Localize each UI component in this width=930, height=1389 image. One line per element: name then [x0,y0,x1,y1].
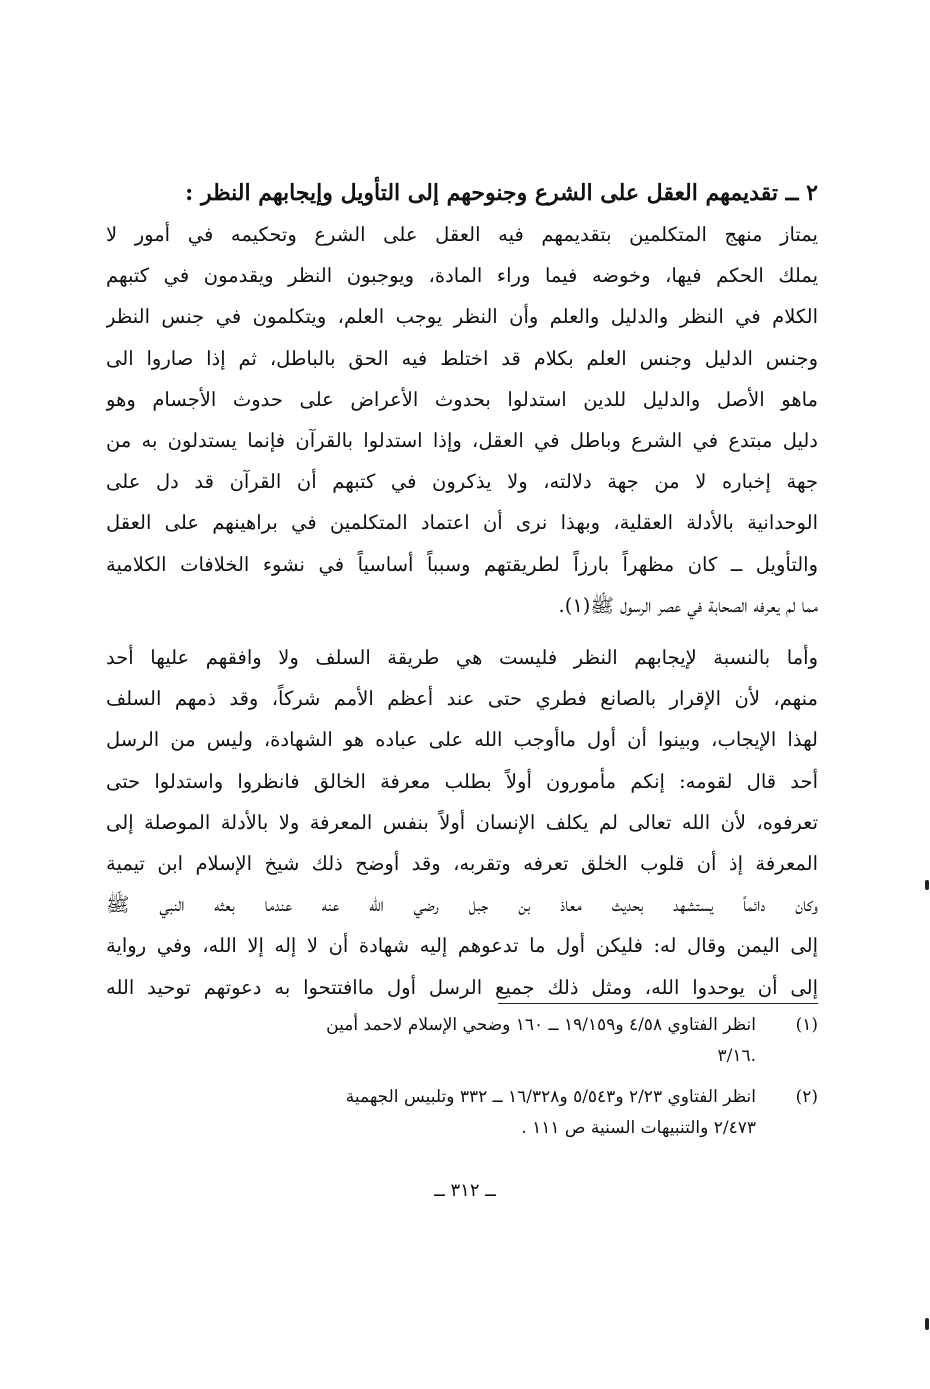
scan-speck [925,880,929,890]
paragraph-1 [106,214,818,626]
footnote-line: ٢/٤٧٣ والتنبيهات السنية ص ١١١ . [521,1118,756,1138]
text-line: يمتاز منهج المتكلمين بتقديمهم فيه العقل على الشرع وتحكيمه في أمور لا [106,223,818,246]
footnote-line: .٣/١٦ [717,1046,756,1066]
text-line: الكلام في النظر والدليل والعلم وأن النظر يوجب العلم، ويتكلمون في جنس النظر [106,305,818,329]
footnote-divider [498,1003,818,1004]
text-line: وأما بالنسبة لإيجابهم النظر فليست هي طريقة السلف ولا وافقهم عليها أحد [106,646,818,669]
text-line: جهة إخباره لا من جهة دلالته، ولا يذكرون في كتبهم أن القرآن قد دل على [106,470,818,494]
page-number: ــ ٣١٢ ــ [434,1180,496,1201]
footnote-number: (١) [795,1015,818,1035]
text-line: منهم، لأن الإقرار بالصانع فطري حتى عند أعظم الأمم شركاً، وقد ذمهم السلف [106,687,818,711]
text-line: لهذا الإيجاب، وبينوا أن أول ماأوجب الله على عباده هو الشهادة، وليس من الرسل [106,728,818,752]
text-line: تعرفوه، لأن الله تعالى لم يكلف الإنسان أولاً بنفس المعرفة ولا بالأدلة الموصلة إلى [106,810,818,834]
footnote-line: انظر الفتاوي ٤/٥٨ و١٩/١٥٩ ــ ١٦٠ وضحي الإسلام لاحمد أمين [326,1015,756,1035]
section-heading: ٢ ــ تقديمهم العقل على الشرع وجنوحهم إلى التأويل وإيجابهم النظر : [185,180,818,206]
text-line: إلى أن يوحدوا الله، ومثل ذلك جميع الرسل أول ماافتتحوا به دعوتهم توحيد الله [106,975,818,999]
text-line: وجنس الدليل وجنس العلم بكلام قد اختلط فيه الحق بالباطل، ثم إذا صاروا الى [106,346,818,370]
text-line: وكان دائماً يستشهد بحديث معاذ بن جبل رضي الله عنه عندما بعثه النبي ﷺ [106,893,818,917]
footnote-1 [106,1010,818,1072]
text-line: الوحدانية بالأدلة العقلية، وبهذا نرى أن اعتماد المتكلمين في براهينهم على العقل [106,511,818,535]
footnote-number: (٢) [795,1087,818,1107]
text-line: والتأويل ــ كان مظهراً بارزاً لطريقتهم وسبباً أساسياً في نشوء الخلافات الكلامية [106,552,818,576]
text-line: دليل مبتدع في الشرع وباطل في العقل، وإذا استدلوا بالقرآن فإنما يستدلون به من [106,428,818,452]
text-line: ماهو الأصل والدليل للدين استدلوا بحدوث الأعراض على حدوث الأجسام وهو [106,387,818,411]
text-line: يملك الحكم فيها، وخوضه فيما وراء المادة، ويوجبون النظر ويقدمون في كتبهم [106,264,818,288]
footnote-2 [106,1082,818,1144]
text-line: أحد قال لقومه: إنكم مأمورون أولاً بطلب معرفة الخالق فانظروا واستدلوا حتى [106,769,818,793]
paragraph-2 [106,637,818,1008]
text-line: مما لم يعرفه الصحابة في عصر الرسول ﷺ(١). [558,593,818,617]
text-line: إلى اليمن وقال له: فليكن أول ما تدعوهم إليه شهادة أن لا إله إلا الله، وفي رواية [106,934,818,958]
text-line: المعرفة إذ أن قلوب الخلق تعرفه وتقربه، وقد أوضح ذلك شيخ الإسلام ابن تيمية [106,851,818,875]
footnote-line: انظر الفتاوي ٢/٢٣ و٥/٥٤٣ و١٦/٣٢٨ ــ ٣٣٢ وتلبيس الجهمية [345,1087,756,1107]
scan-speck [925,1318,929,1330]
